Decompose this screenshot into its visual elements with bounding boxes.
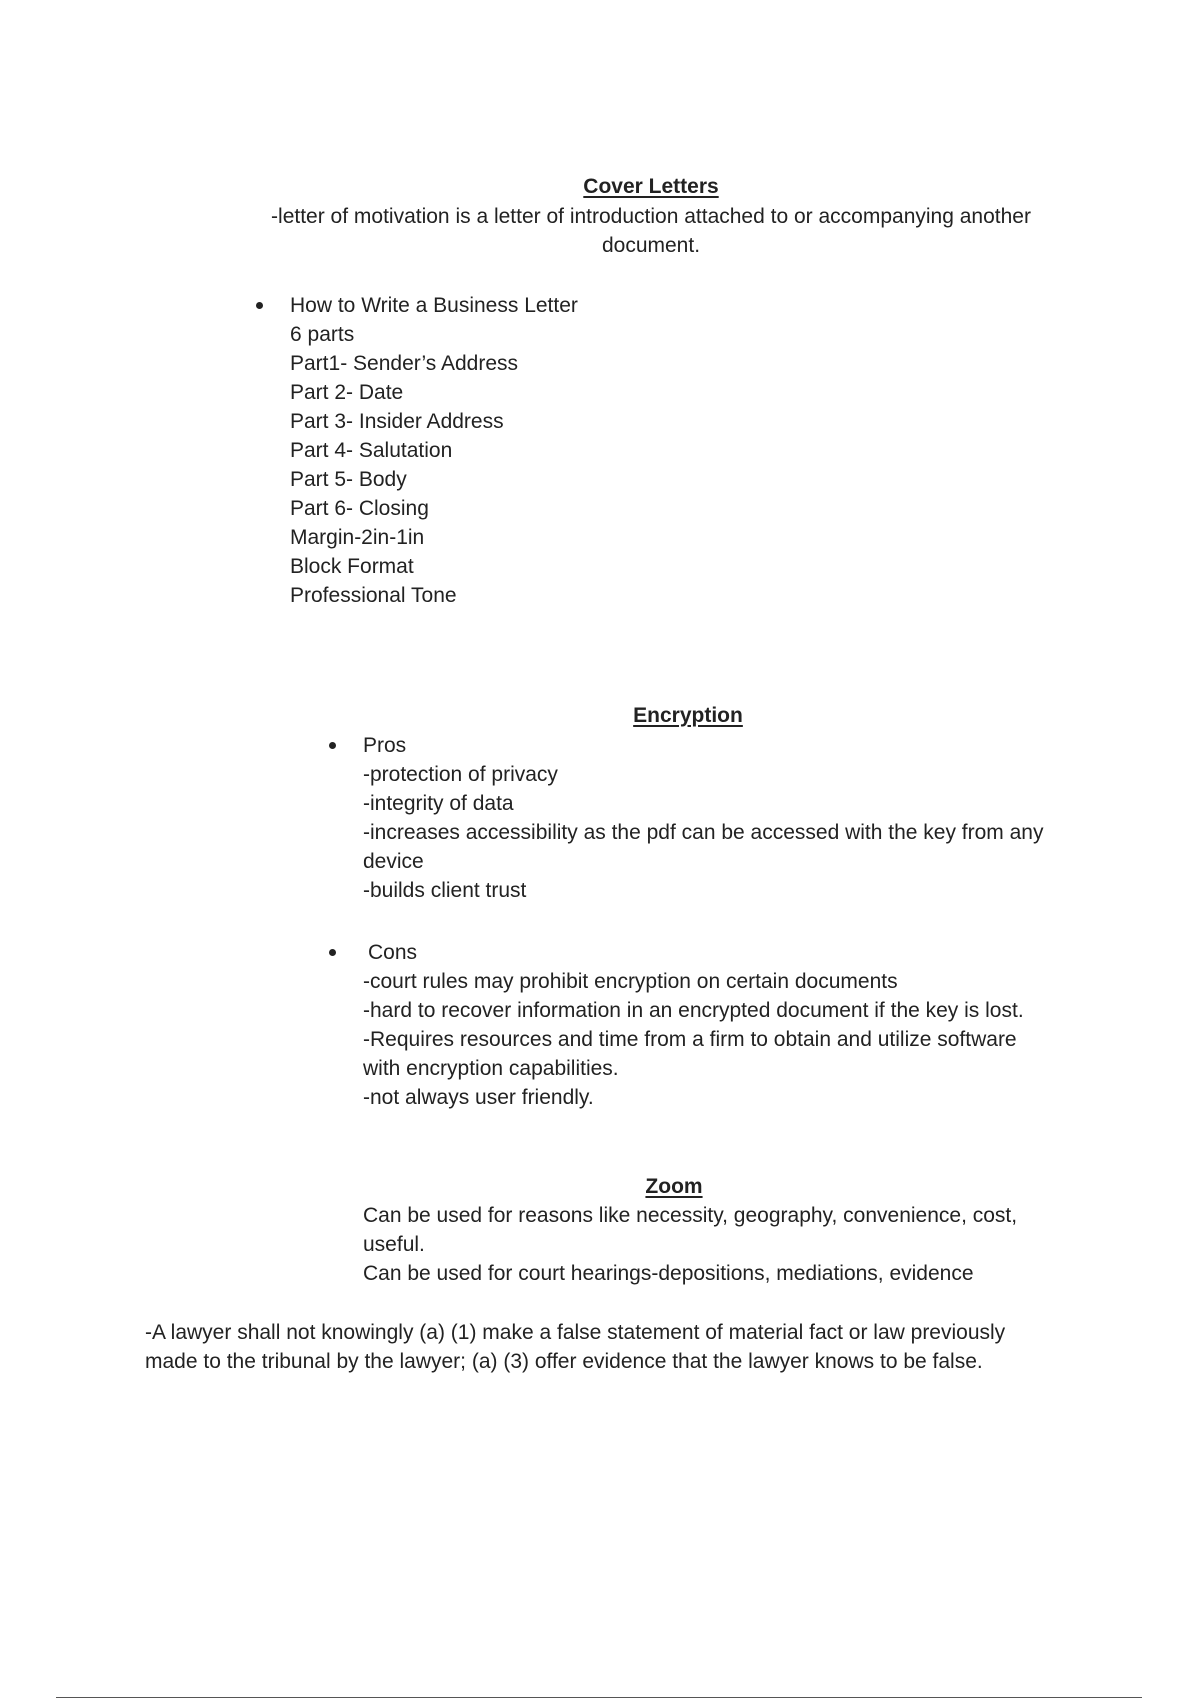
cons-line: -hard to recover information in an encrypted document if the key is lost. [363,999,1024,1022]
encryption-heading: Encryption [633,704,743,727]
list-item: Professional Tone [290,584,457,607]
pros-title: Pros [363,734,407,757]
zoom-line: Can be used for reasons like necessity, geography, convenience, cost, [363,1204,1018,1227]
cons-title: Cons [368,941,418,964]
pros-line: device [363,850,424,873]
list-item: Margin-2in-1in [290,526,425,549]
list-item: Part 3- Insider Address [290,410,504,433]
list-item: Block Format [290,555,414,578]
pros-line: -builds client trust [363,879,527,902]
cover-letters-intro-line-2: document. [601,234,701,257]
business-letter-bullet-title: How to Write a Business Letter [290,294,578,317]
cons-line: -Requires resources and time from a firm to obtain and utilize software [363,1028,1017,1051]
pros-line: -integrity of data [363,792,514,815]
lawyer-rule-line-2: made to the tribunal by the lawyer; (a) (3) offer evidence that the lawyer knows to be false. [145,1350,983,1373]
list-item: 6 parts [290,323,355,346]
page-bottom-rule [56,1697,1142,1698]
pros-line: -protection of privacy [363,763,558,786]
bullet-icon [329,949,336,956]
lawyer-rule-line-1: -A lawyer shall not knowingly (a) (1) make a false statement of material fact or law previously [145,1321,1006,1344]
list-item: Part1- Sender’s Address [290,352,519,375]
cons-line: with encryption capabilities. [363,1057,619,1080]
cover-letters-heading: Cover Letters [583,175,719,198]
cons-line: -court rules may prohibit encryption on certain documents [363,970,898,993]
bullet-icon [256,302,263,309]
zoom-line: Can be used for court hearings-depositions, mediations, evidence [363,1262,974,1285]
pros-line: -increases accessibility as the pdf can be accessed with the key from any [363,821,1044,844]
cover-letters-intro-line-1: -letter of motivation is a letter of introduction attached to or accompanying another [271,205,1031,228]
list-item: Part 5- Body [290,468,407,491]
bullet-icon [329,742,336,749]
list-item: Part 6- Closing [290,497,429,520]
zoom-line: useful. [363,1233,425,1256]
zoom-heading: Zoom [645,1175,703,1198]
list-item: Part 4- Salutation [290,439,453,462]
cons-line: -not always user friendly. [363,1086,594,1109]
list-item: Part 2- Date [290,381,404,404]
